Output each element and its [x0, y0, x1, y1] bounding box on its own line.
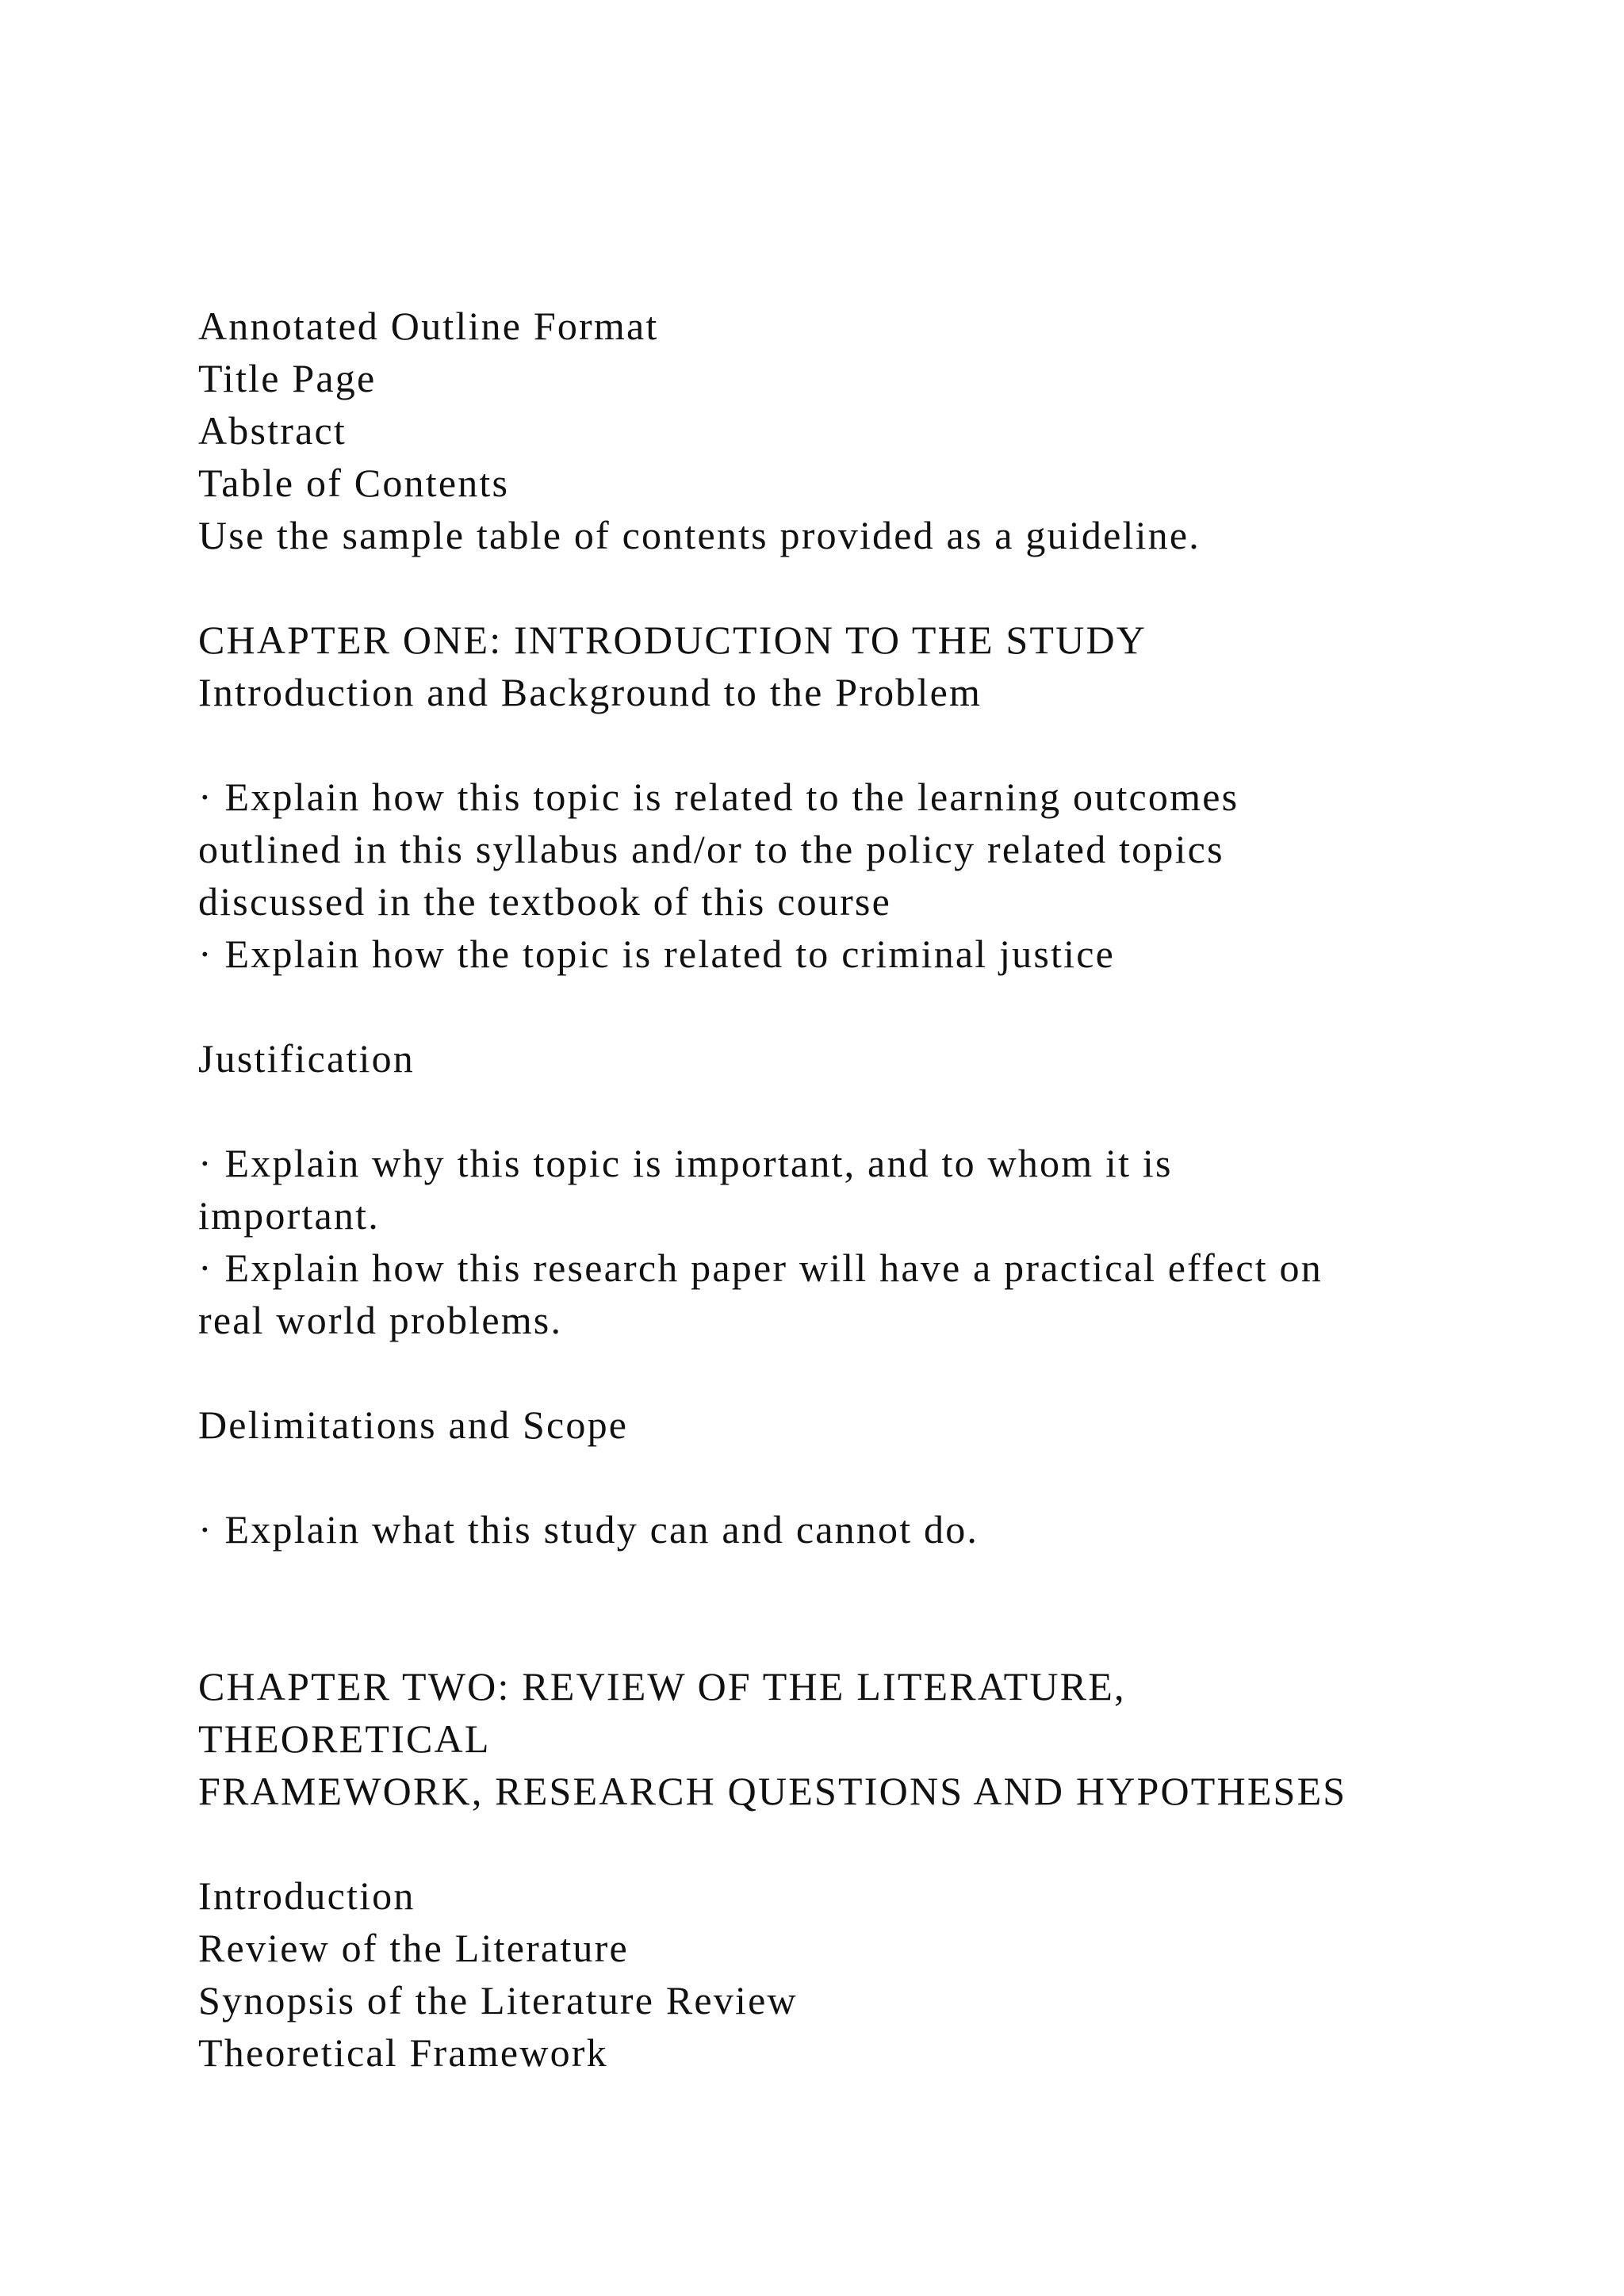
section-introduction: Introduction	[198, 1873, 416, 1918]
front-matter-abstract: Abstract	[198, 408, 347, 453]
section-theoretical-framework: Theoretical Framework	[198, 2030, 608, 2075]
document-title: Annotated Outline Format	[198, 304, 659, 348]
section-introduction-background: Introduction and Background to the Problem	[198, 670, 982, 714]
chapter-two-heading-line: CHAPTER TWO: REVIEW OF THE LITERATURE,	[198, 1664, 1126, 1709]
bullet-line: real world problems.	[198, 1298, 563, 1342]
chapter-two-heading-line: FRAMEWORK, RESEARCH QUESTIONS AND HYPOTHESES	[198, 1769, 1347, 1813]
front-matter-title-page: Title Page	[198, 356, 377, 400]
section-review-of-literature: Review of the Literature	[198, 1926, 629, 1970]
bullet-line: · Explain how this topic is related to the learning outcomes	[198, 775, 1239, 819]
bullet-line: discussed in the textbook of this course	[198, 879, 891, 924]
chapter-one-heading: CHAPTER ONE: INTRODUCTION TO THE STUDY	[198, 618, 1147, 662]
bullet-line: · Explain why this topic is important, and to whom it is	[198, 1141, 1173, 1185]
chapter-two-heading-line: THEORETICAL	[198, 1716, 491, 1761]
front-matter-table-of-contents: Table of Contents	[198, 461, 510, 505]
bullet-line: outlined in this syllabus and/or to the policy related topics	[198, 827, 1224, 871]
toc-note: Use the sample table of contents provided as a guideline.	[198, 513, 1201, 557]
section-justification: Justification	[198, 1036, 416, 1081]
section-synopsis-literature-review: Synopsis of the Literature Review	[198, 1978, 798, 2022]
section-delimitations-scope: Delimitations and Scope	[198, 1402, 629, 1447]
bullet-line: · Explain how the topic is related to criminal justice	[198, 932, 1116, 976]
bullet-line: · Explain how this research paper will have a practical effect on	[198, 1246, 1323, 1290]
bullet-line: important.	[198, 1193, 380, 1238]
bullet-line: · Explain what this study can and cannot do.	[198, 1507, 979, 1552]
